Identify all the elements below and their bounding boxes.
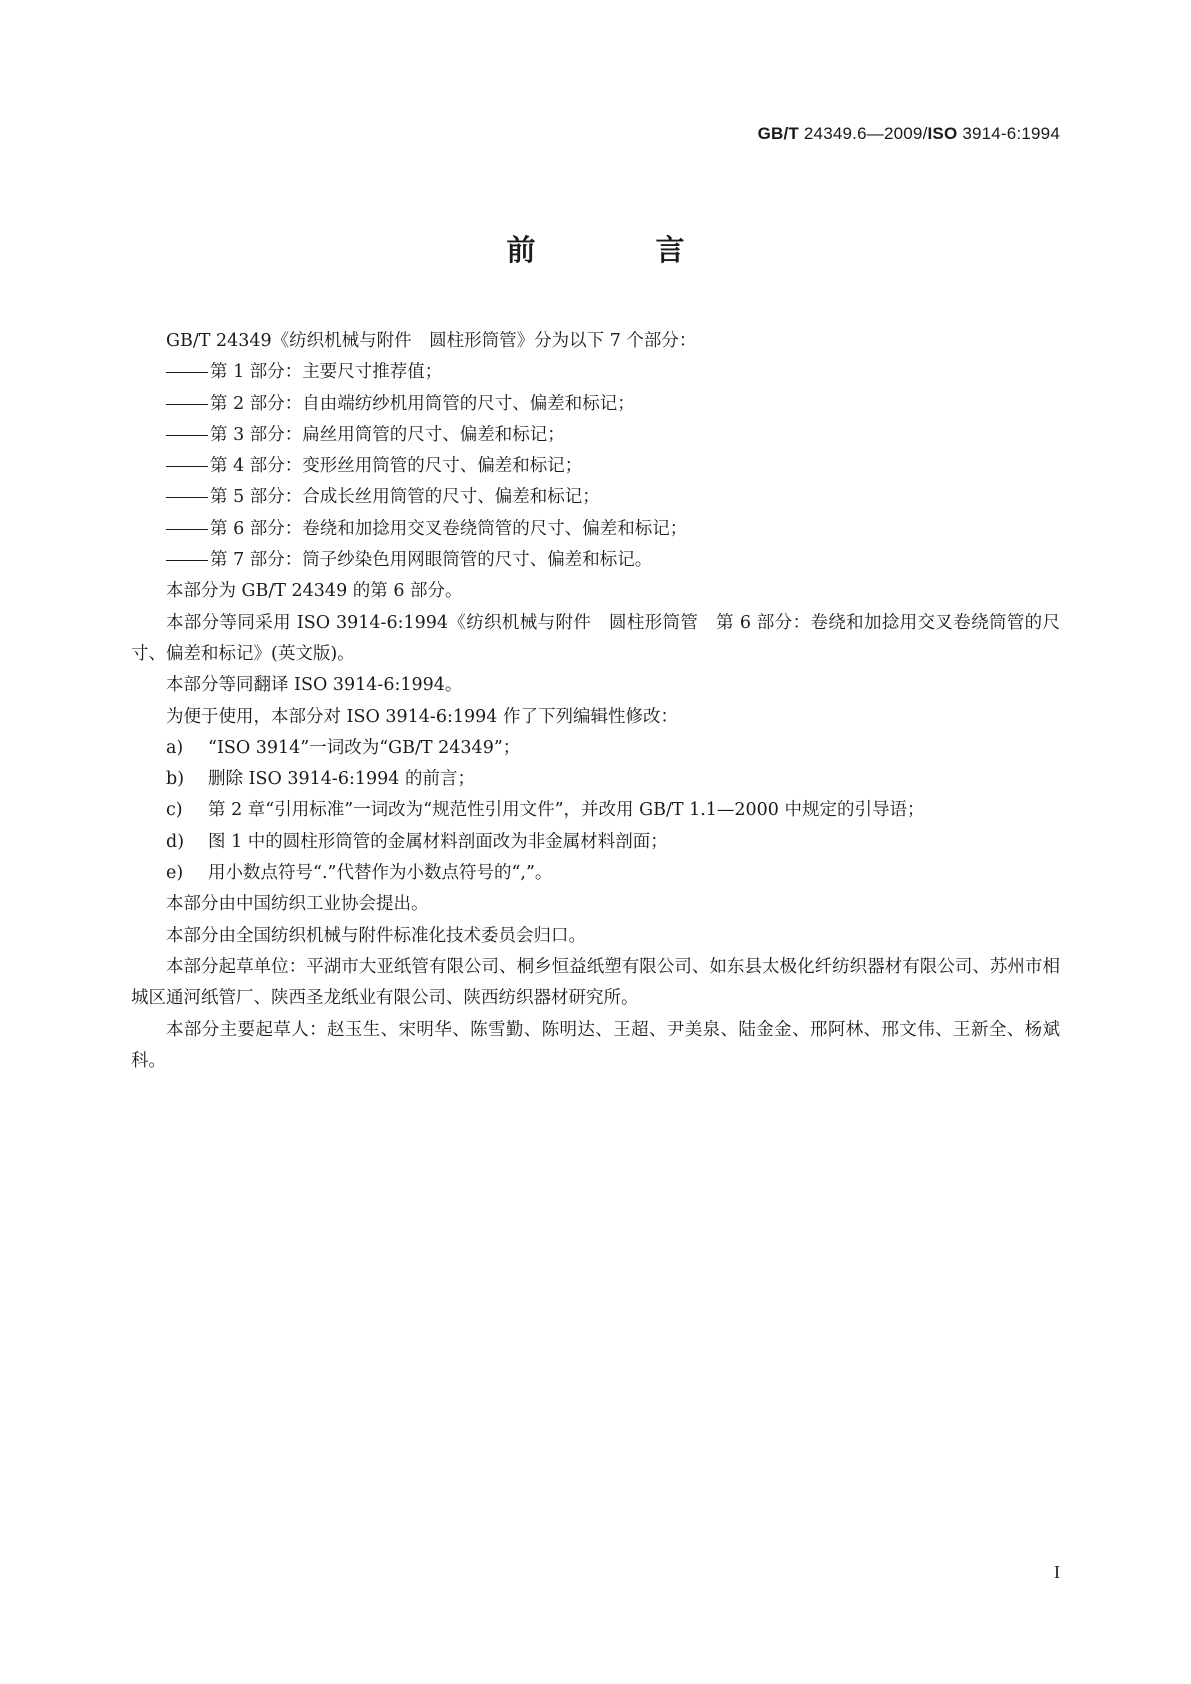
edit-marker: c) [166, 800, 183, 821]
dash-marker [166, 497, 208, 498]
edit-text: 第 2 章“引用标准”一词改为“规范性引用文件”，并改用 GB/T 1.1—2000 中规定的引导语； [208, 800, 925, 821]
edit-text: “ISO 3914”一词改为“GB/T 24349”； [208, 737, 521, 758]
edit-text: 图 1 中的圆柱形筒管的金属材料剖面改为非金属材料剖面； [208, 831, 668, 852]
drafters-paragraph: 本部分主要起草人：赵玉生、宋明华、陈雪勤、陈明达、王超、尹美泉、陆金金、邢阿林、邢文伟、王新全、杨斌科。 [131, 1019, 1060, 1071]
standard-code-iso-prefix: ISO [927, 124, 958, 143]
dash-marker [166, 435, 208, 436]
edit-list-item [131, 764, 1060, 795]
part-list-item [131, 451, 1060, 482]
document-body [131, 326, 1060, 1077]
page-number: I [1054, 1562, 1060, 1582]
standard-code-iso-number: 3914-6:1994 [957, 124, 1060, 143]
dash-marker [166, 404, 208, 405]
edit-list-item [131, 827, 1060, 858]
standard-code [758, 124, 1060, 144]
page-title: 前 言 [506, 233, 740, 267]
edit-list-item [131, 858, 1060, 889]
translation-paragraph: 本部分等同翻译 ISO 3914-6:1994。 [166, 675, 463, 696]
edits-intro-paragraph: 为便于使用，本部分对 ISO 3914-6:1994 作了下列编辑性修改： [166, 706, 678, 727]
dash-marker [166, 466, 208, 467]
standard-code-prefix: GB/T [757, 124, 799, 143]
edit-marker: b) [166, 769, 185, 790]
part-list-item [131, 389, 1060, 420]
centralized-by-paragraph: 本部分由全国纺织机械与附件标准化技术委员会归口。 [166, 925, 586, 946]
edit-list-item [131, 795, 1060, 826]
proposed-by-paragraph: 本部分由中国纺织工业协会提出。 [166, 894, 429, 915]
dash-marker [166, 560, 208, 561]
part-list-text: 第 2 部分：自由端纺纱机用筒管的尺寸、偏差和标记； [210, 393, 635, 414]
part-list-text: 第 6 部分：卷绕和加捻用交叉卷绕筒管的尺寸、偏差和标记； [210, 518, 688, 539]
part-list-text: 第 1 部分：主要尺寸推荐值； [210, 362, 443, 383]
part-list-item [131, 545, 1060, 576]
part-list-item [131, 482, 1060, 513]
dash-marker [166, 529, 208, 530]
adoption-paragraph: 本部分等同采用 ISO 3914-6:1994《纺织机械与附件 圆柱形筒管 第 6 部分：卷绕和加捻用交叉卷绕筒管的尺寸、偏差和标记》(英文版)。 [131, 612, 1060, 664]
part-list-item [131, 514, 1060, 545]
part-of-paragraph: 本部分为 GB/T 24349 的第 6 部分。 [166, 581, 463, 602]
part-list-item [131, 357, 1060, 388]
edit-marker: a) [166, 737, 184, 758]
standard-code-number: 24349.6—2009/ [798, 124, 928, 143]
edit-marker: d) [166, 831, 185, 852]
part-list-text: 第 3 部分：扁丝用筒管的尺寸、偏差和标记； [210, 424, 565, 445]
part-list-item [131, 420, 1060, 451]
part-list-text: 第 7 部分：筒子纱染色用网眼筒管的尺寸、偏差和标记。 [210, 550, 653, 571]
edit-marker: e) [166, 863, 184, 884]
part-list-text: 第 5 部分：合成长丝用筒管的尺寸、偏差和标记； [210, 487, 600, 508]
edit-list-item [131, 733, 1060, 764]
dash-marker [166, 372, 208, 373]
edit-text: 用小数点符号“.”代替作为小数点符号的“,”。 [208, 863, 553, 884]
intro-paragraph: GB/T 24349《纺织机械与附件 圆柱形筒管》分为以下 7 个部分： [166, 331, 697, 351]
part-list-text: 第 4 部分：变形丝用筒管的尺寸、偏差和标记； [210, 456, 583, 477]
drafting-units-paragraph: 本部分起草单位：平湖市大亚纸管有限公司、桐乡恒益纸塑有限公司、如东县太极化纤纺织器材有限公司、苏州市相城区通河纸管厂、陕西圣龙纸业有限公司、陕西纺织器材研究所。 [131, 956, 1060, 1009]
edit-text: 删除 ISO 3914-6:1994 的前言； [208, 769, 475, 790]
